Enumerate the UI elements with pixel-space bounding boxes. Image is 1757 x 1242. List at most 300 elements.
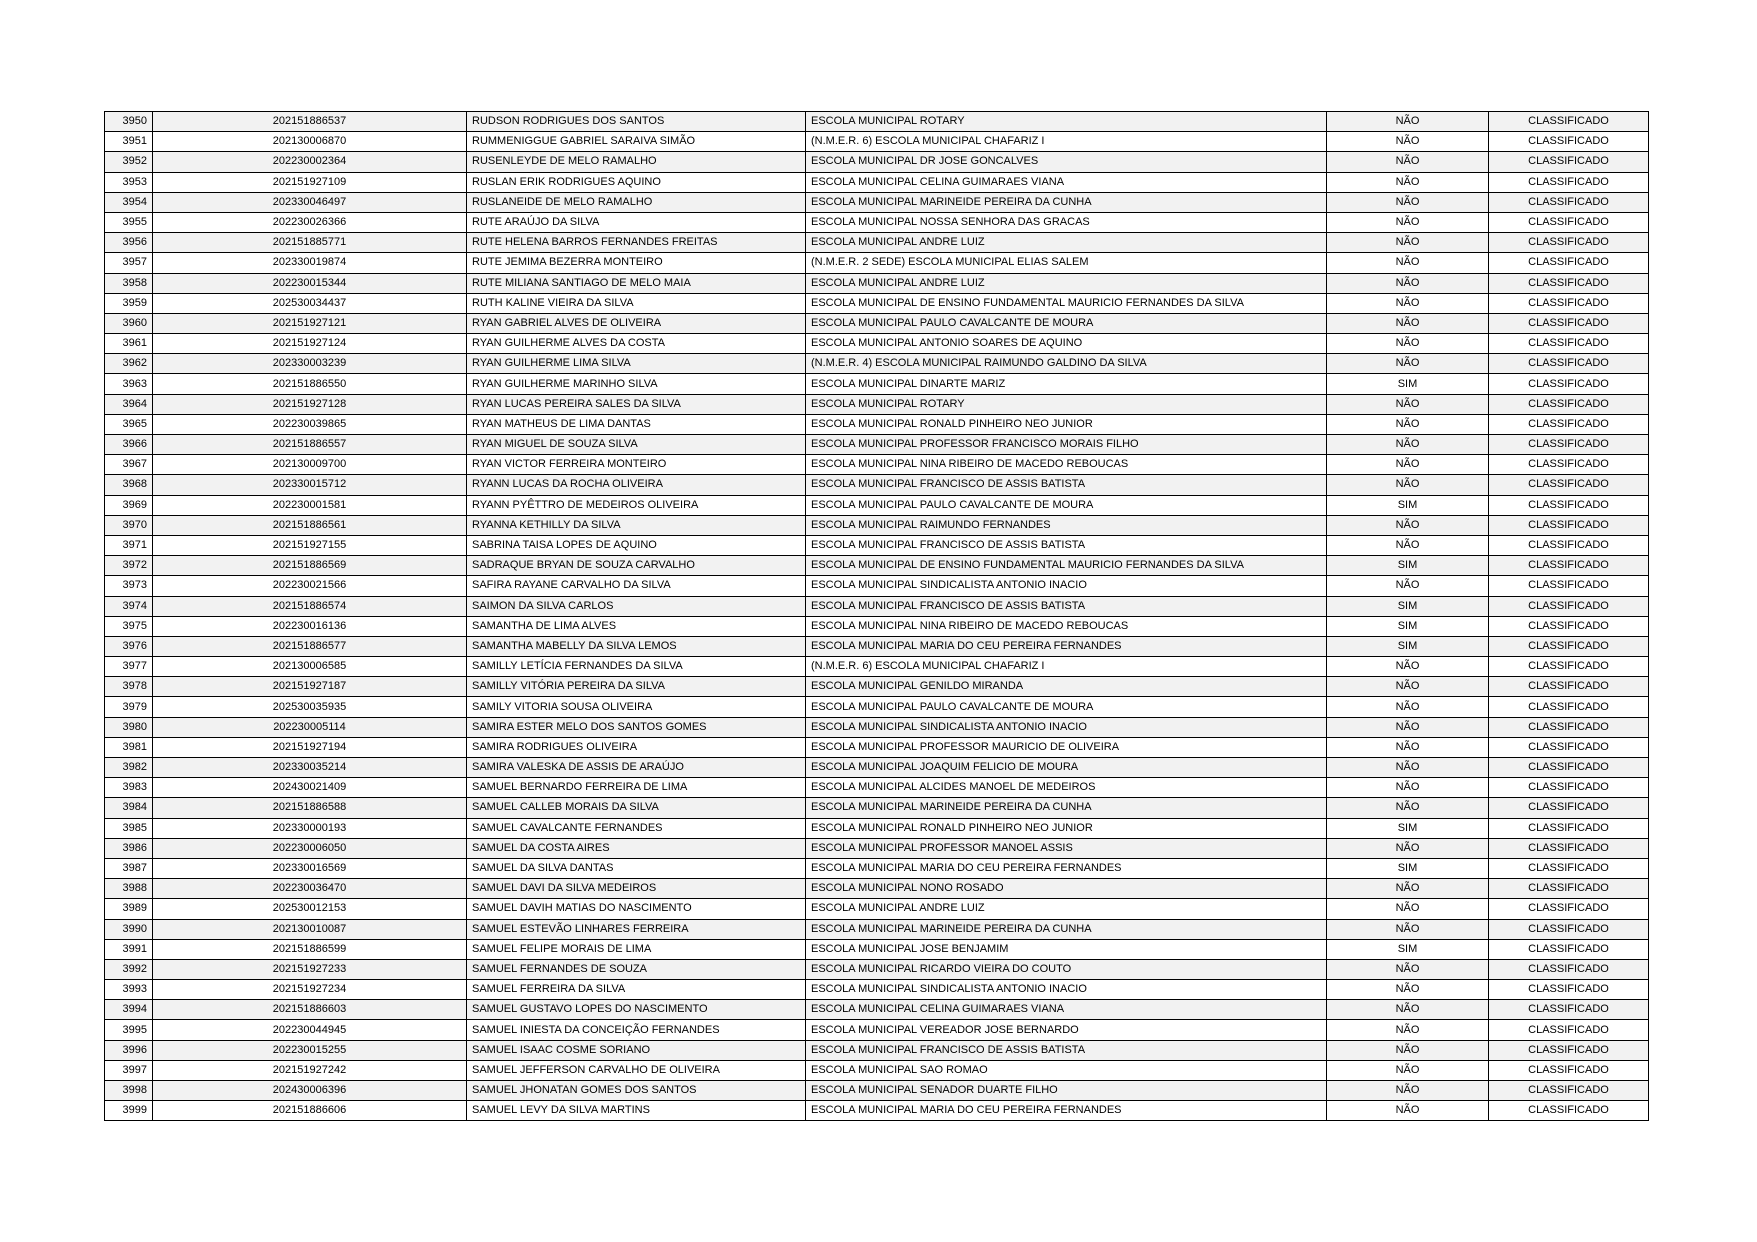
cell-row-number: 3980 — [105, 717, 153, 737]
cell-school: ESCOLA MUNICIPAL RAIMUNDO FERNANDES — [806, 515, 1327, 535]
table-row — [105, 576, 1649, 596]
table-row — [105, 737, 1649, 757]
cell-status: CLASSIFICADO — [1489, 374, 1649, 394]
cell-school: ESCOLA MUNICIPAL JOAQUIM FELICIO DE MOURA — [806, 758, 1327, 778]
cell-inscription-id: 202151886569 — [153, 556, 467, 576]
cell-sim-nao: NÃO — [1327, 1040, 1489, 1060]
cell-name: RUTH KALINE VIEIRA DA SILVA — [467, 293, 806, 313]
cell-school: ESCOLA MUNICIPAL NONO ROSADO — [806, 879, 1327, 899]
cell-inscription-id: 202230021566 — [153, 576, 467, 596]
cell-row-number: 3961 — [105, 334, 153, 354]
cell-inscription-id: 202151927128 — [153, 394, 467, 414]
cell-inscription-id: 202151927155 — [153, 535, 467, 555]
cell-school: ESCOLA MUNICIPAL ANDRE LUIZ — [806, 899, 1327, 919]
table-row — [105, 858, 1649, 878]
cell-school: ESCOLA MUNICIPAL FRANCISCO DE ASSIS BATISTA — [806, 535, 1327, 555]
cell-inscription-id: 202230001581 — [153, 495, 467, 515]
cell-sim-nao: NÃO — [1327, 1020, 1489, 1040]
cell-inscription-id: 202151927121 — [153, 313, 467, 333]
cell-name: RYAN GUILHERME LIMA SILVA — [467, 354, 806, 374]
cell-name: SAMUEL GUSTAVO LOPES DO NASCIMENTO — [467, 1000, 806, 1020]
cell-inscription-id: 202330035214 — [153, 758, 467, 778]
cell-status: CLASSIFICADO — [1489, 879, 1649, 899]
table-row — [105, 636, 1649, 656]
cell-sim-nao: NÃO — [1327, 435, 1489, 455]
cell-inscription-id: 202230006050 — [153, 838, 467, 858]
cell-status: CLASSIFICADO — [1489, 172, 1649, 192]
table-row — [105, 515, 1649, 535]
cell-name: SADRAQUE BRYAN DE SOUZA CARVALHO — [467, 556, 806, 576]
cell-school: ESCOLA MUNICIPAL PAULO CAVALCANTE DE MOURA — [806, 495, 1327, 515]
cell-row-number: 3993 — [105, 980, 153, 1000]
cell-status: CLASSIFICADO — [1489, 677, 1649, 697]
cell-school: ESCOLA MUNICIPAL CELINA GUIMARAES VIANA — [806, 1000, 1327, 1020]
cell-school: ESCOLA MUNICIPAL RONALD PINHEIRO NEO JUNIOR — [806, 414, 1327, 434]
cell-status: CLASSIFICADO — [1489, 919, 1649, 939]
cell-name: SAMUEL CALLEB MORAIS DA SILVA — [467, 798, 806, 818]
cell-inscription-id: 202151886550 — [153, 374, 467, 394]
table-row — [105, 798, 1649, 818]
table-row — [105, 879, 1649, 899]
cell-inscription-id: 202151886561 — [153, 515, 467, 535]
cell-name: RUTE JEMIMA BEZERRA MONTEIRO — [467, 253, 806, 273]
table-row — [105, 758, 1649, 778]
cell-row-number: 3999 — [105, 1101, 153, 1121]
cell-status: CLASSIFICADO — [1489, 354, 1649, 374]
cell-inscription-id: 202330003239 — [153, 354, 467, 374]
cell-sim-nao: NÃO — [1327, 1101, 1489, 1121]
cell-name: SAMUEL DA SILVA DANTAS — [467, 858, 806, 878]
cell-school: (N.M.E.R. 6) ESCOLA MUNICIPAL CHAFARIZ I — [806, 657, 1327, 677]
cell-sim-nao: NÃO — [1327, 1060, 1489, 1080]
cell-sim-nao: NÃO — [1327, 354, 1489, 374]
cell-inscription-id: 202130009700 — [153, 455, 467, 475]
cell-row-number: 3959 — [105, 293, 153, 313]
cell-name: SAMUEL JHONATAN GOMES DOS SANTOS — [467, 1081, 806, 1101]
table-row — [105, 334, 1649, 354]
cell-status: CLASSIFICADO — [1489, 939, 1649, 959]
cell-status: CLASSIFICADO — [1489, 758, 1649, 778]
cell-name: SAMUEL INIESTA DA CONCEIÇÃO FERNANDES — [467, 1020, 806, 1040]
cell-sim-nao: NÃO — [1327, 192, 1489, 212]
cell-row-number: 3962 — [105, 354, 153, 374]
cell-name: SAMIRA VALESKA DE ASSIS DE ARAÚJO — [467, 758, 806, 778]
cell-name: RUTE HELENA BARROS FERNANDES FREITAS — [467, 233, 806, 253]
cell-status: CLASSIFICADO — [1489, 414, 1649, 434]
cell-school: ESCOLA MUNICIPAL MARIA DO CEU PEREIRA FERNANDES — [806, 858, 1327, 878]
cell-name: SAMUEL BERNARDO FERREIRA DE LIMA — [467, 778, 806, 798]
cell-status: CLASSIFICADO — [1489, 636, 1649, 656]
cell-inscription-id: 202151886599 — [153, 939, 467, 959]
cell-name: SAMILLY LETÍCIA FERNANDES DA SILVA — [467, 657, 806, 677]
cell-sim-nao: NÃO — [1327, 778, 1489, 798]
table-row — [105, 717, 1649, 737]
cell-status: CLASSIFICADO — [1489, 697, 1649, 717]
table-row — [105, 778, 1649, 798]
cell-name: RYAN GUILHERME MARINHO SILVA — [467, 374, 806, 394]
cell-school: ESCOLA MUNICIPAL PAULO CAVALCANTE DE MOURA — [806, 313, 1327, 333]
cell-school: ESCOLA MUNICIPAL CELINA GUIMARAES VIANA — [806, 172, 1327, 192]
cell-status: CLASSIFICADO — [1489, 273, 1649, 293]
cell-school: ESCOLA MUNICIPAL ROTARY — [806, 394, 1327, 414]
cell-school: ESCOLA MUNICIPAL PAULO CAVALCANTE DE MOURA — [806, 697, 1327, 717]
cell-status: CLASSIFICADO — [1489, 576, 1649, 596]
cell-status: CLASSIFICADO — [1489, 616, 1649, 636]
table-row — [105, 414, 1649, 434]
cell-row-number: 3986 — [105, 838, 153, 858]
cell-row-number: 3975 — [105, 616, 153, 636]
table-row — [105, 374, 1649, 394]
cell-row-number: 3996 — [105, 1040, 153, 1060]
cell-status: CLASSIFICADO — [1489, 818, 1649, 838]
cell-school: ESCOLA MUNICIPAL RICARDO VIEIRA DO COUTO — [806, 959, 1327, 979]
cell-row-number: 3971 — [105, 535, 153, 555]
cell-status: CLASSIFICADO — [1489, 1101, 1649, 1121]
cell-sim-nao: NÃO — [1327, 535, 1489, 555]
table-row — [105, 394, 1649, 414]
cell-sim-nao: NÃO — [1327, 455, 1489, 475]
cell-sim-nao: NÃO — [1327, 334, 1489, 354]
cell-row-number: 3960 — [105, 313, 153, 333]
cell-school: (N.M.E.R. 6) ESCOLA MUNICIPAL CHAFARIZ I — [806, 132, 1327, 152]
cell-name: RYAN GABRIEL ALVES DE OLIVEIRA — [467, 313, 806, 333]
cell-row-number: 3964 — [105, 394, 153, 414]
cell-inscription-id: 202151927124 — [153, 334, 467, 354]
table-row — [105, 919, 1649, 939]
cell-name: SAMUEL FERNANDES DE SOUZA — [467, 959, 806, 979]
cell-row-number: 3974 — [105, 596, 153, 616]
cell-status: CLASSIFICADO — [1489, 475, 1649, 495]
cell-name: SAMUEL DAVIH MATIAS DO NASCIMENTO — [467, 899, 806, 919]
table-row — [105, 112, 1649, 132]
cell-status: CLASSIFICADO — [1489, 596, 1649, 616]
cell-status: CLASSIFICADO — [1489, 838, 1649, 858]
cell-row-number: 3968 — [105, 475, 153, 495]
cell-inscription-id: 202151927242 — [153, 1060, 467, 1080]
cell-school: ESCOLA MUNICIPAL NINA RIBEIRO DE MACEDO REBOUCAS — [806, 455, 1327, 475]
cell-inscription-id: 202151886557 — [153, 435, 467, 455]
cell-name: RUSLAN ERIK RODRIGUES AQUINO — [467, 172, 806, 192]
cell-sim-nao: NÃO — [1327, 1081, 1489, 1101]
cell-status: CLASSIFICADO — [1489, 253, 1649, 273]
table-row — [105, 535, 1649, 555]
cell-status: CLASSIFICADO — [1489, 556, 1649, 576]
cell-name: RYAN LUCAS PEREIRA SALES DA SILVA — [467, 394, 806, 414]
cell-row-number: 3992 — [105, 959, 153, 979]
cell-name: SAMUEL DA COSTA AIRES — [467, 838, 806, 858]
cell-school: ESCOLA MUNICIPAL SENADOR DUARTE FILHO — [806, 1081, 1327, 1101]
table-row — [105, 939, 1649, 959]
table-row — [105, 212, 1649, 232]
cell-row-number: 3966 — [105, 435, 153, 455]
cell-inscription-id: 202130006870 — [153, 132, 467, 152]
cell-inscription-id: 202151927187 — [153, 677, 467, 697]
cell-status: CLASSIFICADO — [1489, 233, 1649, 253]
cell-row-number: 3957 — [105, 253, 153, 273]
cell-school: ESCOLA MUNICIPAL PROFESSOR MAURICIO DE OLIVEIRA — [806, 737, 1327, 757]
table-row — [105, 1000, 1649, 1020]
cell-inscription-id: 202230002364 — [153, 152, 467, 172]
cell-sim-nao: NÃO — [1327, 677, 1489, 697]
cell-name: SAMUEL JEFFERSON CARVALHO DE OLIVEIRA — [467, 1060, 806, 1080]
cell-row-number: 3979 — [105, 697, 153, 717]
table-row — [105, 172, 1649, 192]
table-row — [105, 495, 1649, 515]
table-row — [105, 1081, 1649, 1101]
cell-school: ESCOLA MUNICIPAL PROFESSOR MANOEL ASSIS — [806, 838, 1327, 858]
table-row — [105, 273, 1649, 293]
table-row — [105, 132, 1649, 152]
cell-row-number: 3990 — [105, 919, 153, 939]
cell-row-number: 3977 — [105, 657, 153, 677]
cell-sim-nao: NÃO — [1327, 212, 1489, 232]
cell-inscription-id: 202151886603 — [153, 1000, 467, 1020]
cell-row-number: 3969 — [105, 495, 153, 515]
cell-school: ESCOLA MUNICIPAL SINDICALISTA ANTONIO INACIO — [806, 980, 1327, 1000]
table-row — [105, 596, 1649, 616]
cell-row-number: 3965 — [105, 414, 153, 434]
cell-sim-nao: NÃO — [1327, 576, 1489, 596]
table-row — [105, 475, 1649, 495]
cell-row-number: 3950 — [105, 112, 153, 132]
table-row — [105, 980, 1649, 1000]
cell-school: ESCOLA MUNICIPAL FRANCISCO DE ASSIS BATISTA — [806, 1040, 1327, 1060]
table-row — [105, 192, 1649, 212]
cell-sim-nao: NÃO — [1327, 293, 1489, 313]
cell-status: CLASSIFICADO — [1489, 737, 1649, 757]
cell-inscription-id: 202151927233 — [153, 959, 467, 979]
cell-inscription-id: 202130006585 — [153, 657, 467, 677]
table-row — [105, 435, 1649, 455]
cell-name: SAMILY VITORIA SOUSA OLIVEIRA — [467, 697, 806, 717]
cell-sim-nao: NÃO — [1327, 152, 1489, 172]
cell-sim-nao: NÃO — [1327, 172, 1489, 192]
cell-sim-nao: NÃO — [1327, 112, 1489, 132]
cell-row-number: 3994 — [105, 1000, 153, 1020]
cell-row-number: 3984 — [105, 798, 153, 818]
cell-row-number: 3988 — [105, 879, 153, 899]
cell-status: CLASSIFICADO — [1489, 192, 1649, 212]
cell-inscription-id: 202151927234 — [153, 980, 467, 1000]
cell-inscription-id: 202230026366 — [153, 212, 467, 232]
table-row — [105, 838, 1649, 858]
table-row — [105, 1060, 1649, 1080]
cell-row-number: 3973 — [105, 576, 153, 596]
cell-inscription-id: 202151885771 — [153, 233, 467, 253]
table-row — [105, 556, 1649, 576]
cell-sim-nao: NÃO — [1327, 758, 1489, 778]
cell-row-number: 3967 — [105, 455, 153, 475]
cell-name: SAMUEL FELIPE MORAIS DE LIMA — [467, 939, 806, 959]
cell-status: CLASSIFICADO — [1489, 334, 1649, 354]
cell-school: ESCOLA MUNICIPAL ANDRE LUIZ — [806, 233, 1327, 253]
cell-name: RUSENLEYDE DE MELO RAMALHO — [467, 152, 806, 172]
cell-row-number: 3956 — [105, 233, 153, 253]
cell-sim-nao: NÃO — [1327, 657, 1489, 677]
cell-name: SAMUEL CAVALCANTE FERNANDES — [467, 818, 806, 838]
cell-inscription-id: 202330015712 — [153, 475, 467, 495]
cell-name: RUTE MILIANA SANTIAGO DE MELO MAIA — [467, 273, 806, 293]
cell-inscription-id: 202330000193 — [153, 818, 467, 838]
cell-name: SAMUEL LEVY DA SILVA MARTINS — [467, 1101, 806, 1121]
cell-school: ESCOLA MUNICIPAL ANTONIO SOARES DE AQUINO — [806, 334, 1327, 354]
cell-sim-nao: SIM — [1327, 495, 1489, 515]
cell-school: ESCOLA MUNICIPAL RONALD PINHEIRO NEO JUNIOR — [806, 818, 1327, 838]
classification-table — [104, 111, 1649, 1121]
cell-status: CLASSIFICADO — [1489, 495, 1649, 515]
cell-row-number: 3989 — [105, 899, 153, 919]
cell-school: ESCOLA MUNICIPAL NOSSA SENHORA DAS GRACAS — [806, 212, 1327, 232]
cell-row-number: 3970 — [105, 515, 153, 535]
cell-sim-nao: NÃO — [1327, 233, 1489, 253]
cell-name: RYANN LUCAS DA ROCHA OLIVEIRA — [467, 475, 806, 495]
cell-sim-nao: NÃO — [1327, 919, 1489, 939]
cell-inscription-id: 202151886577 — [153, 636, 467, 656]
cell-status: CLASSIFICADO — [1489, 778, 1649, 798]
table-row — [105, 899, 1649, 919]
cell-school: ESCOLA MUNICIPAL MARINEIDE PEREIRA DA CUNHA — [806, 192, 1327, 212]
cell-status: CLASSIFICADO — [1489, 212, 1649, 232]
cell-inscription-id: 202230036470 — [153, 879, 467, 899]
table-row — [105, 818, 1649, 838]
table-row — [105, 313, 1649, 333]
cell-row-number: 3981 — [105, 737, 153, 757]
cell-inscription-id: 202151927194 — [153, 737, 467, 757]
cell-sim-nao: SIM — [1327, 636, 1489, 656]
cell-name: SAMANTHA MABELLY DA SILVA LEMOS — [467, 636, 806, 656]
cell-inscription-id: 202230005114 — [153, 717, 467, 737]
cell-name: RUSLANEIDE DE MELO RAMALHO — [467, 192, 806, 212]
cell-name: SAFIRA RAYANE CARVALHO DA SILVA — [467, 576, 806, 596]
cell-sim-nao: NÃO — [1327, 697, 1489, 717]
cell-status: CLASSIFICADO — [1489, 293, 1649, 313]
cell-school: ESCOLA MUNICIPAL GENILDO MIRANDA — [806, 677, 1327, 697]
cell-status: CLASSIFICADO — [1489, 959, 1649, 979]
cell-name: SAMUEL ISAAC COSME SORIANO — [467, 1040, 806, 1060]
cell-sim-nao: NÃO — [1327, 313, 1489, 333]
cell-name: RYANN PYÊTTRO DE MEDEIROS OLIVEIRA — [467, 495, 806, 515]
cell-status: CLASSIFICADO — [1489, 132, 1649, 152]
cell-school: ESCOLA MUNICIPAL DINARTE MARIZ — [806, 374, 1327, 394]
cell-sim-nao: SIM — [1327, 939, 1489, 959]
cell-inscription-id: 202330046497 — [153, 192, 467, 212]
cell-sim-nao: NÃO — [1327, 959, 1489, 979]
cell-row-number: 3982 — [105, 758, 153, 778]
cell-sim-nao: SIM — [1327, 616, 1489, 636]
table-row — [105, 677, 1649, 697]
cell-status: CLASSIFICADO — [1489, 798, 1649, 818]
cell-inscription-id: 202230015344 — [153, 273, 467, 293]
cell-inscription-id: 202151886574 — [153, 596, 467, 616]
cell-status: CLASSIFICADO — [1489, 435, 1649, 455]
cell-sim-nao: NÃO — [1327, 899, 1489, 919]
cell-row-number: 3998 — [105, 1081, 153, 1101]
cell-row-number: 3951 — [105, 132, 153, 152]
cell-inscription-id: 202330016569 — [153, 858, 467, 878]
cell-status: CLASSIFICADO — [1489, 1060, 1649, 1080]
cell-name: RYAN MIGUEL DE SOUZA SILVA — [467, 435, 806, 455]
cell-school: ESCOLA MUNICIPAL DR JOSE GONCALVES — [806, 152, 1327, 172]
cell-status: CLASSIFICADO — [1489, 112, 1649, 132]
cell-sim-nao: SIM — [1327, 374, 1489, 394]
classification-table-body — [105, 112, 1649, 1121]
cell-school: ESCOLA MUNICIPAL MARINEIDE PEREIRA DA CUNHA — [806, 798, 1327, 818]
cell-inscription-id: 202430021409 — [153, 778, 467, 798]
cell-status: CLASSIFICADO — [1489, 455, 1649, 475]
table-row — [105, 354, 1649, 374]
cell-row-number: 3954 — [105, 192, 153, 212]
cell-row-number: 3995 — [105, 1020, 153, 1040]
cell-row-number: 3955 — [105, 212, 153, 232]
cell-row-number: 3952 — [105, 152, 153, 172]
cell-school: ESCOLA MUNICIPAL FRANCISCO DE ASSIS BATISTA — [806, 596, 1327, 616]
cell-status: CLASSIFICADO — [1489, 657, 1649, 677]
cell-row-number: 3978 — [105, 677, 153, 697]
table-row — [105, 616, 1649, 636]
cell-name: RYANNA KETHILLY DA SILVA — [467, 515, 806, 535]
cell-status: CLASSIFICADO — [1489, 717, 1649, 737]
cell-row-number: 3987 — [105, 858, 153, 878]
cell-name: SAMUEL ESTEVÃO LINHARES FERREIRA — [467, 919, 806, 939]
cell-inscription-id: 202530012153 — [153, 899, 467, 919]
cell-school: ESCOLA MUNICIPAL MARIA DO CEU PEREIRA FERNANDES — [806, 636, 1327, 656]
cell-sim-nao: NÃO — [1327, 838, 1489, 858]
cell-name: SAIMON DA SILVA CARLOS — [467, 596, 806, 616]
cell-sim-nao: NÃO — [1327, 1000, 1489, 1020]
cell-sim-nao: NÃO — [1327, 980, 1489, 1000]
cell-name: RYAN VICTOR FERREIRA MONTEIRO — [467, 455, 806, 475]
cell-sim-nao: NÃO — [1327, 475, 1489, 495]
cell-sim-nao: NÃO — [1327, 273, 1489, 293]
cell-row-number: 3958 — [105, 273, 153, 293]
cell-school: ESCOLA MUNICIPAL JOSE BENJAMIM — [806, 939, 1327, 959]
cell-row-number: 3985 — [105, 818, 153, 838]
table-row — [105, 253, 1649, 273]
cell-school: ESCOLA MUNICIPAL NINA RIBEIRO DE MACEDO REBOUCAS — [806, 616, 1327, 636]
table-row — [105, 697, 1649, 717]
cell-sim-nao: NÃO — [1327, 798, 1489, 818]
table-row — [105, 293, 1649, 313]
cell-status: CLASSIFICADO — [1489, 980, 1649, 1000]
cell-school: ESCOLA MUNICIPAL SAO ROMAO — [806, 1060, 1327, 1080]
cell-school: ESCOLA MUNICIPAL ALCIDES MANOEL DE MEDEIROS — [806, 778, 1327, 798]
cell-sim-nao: NÃO — [1327, 515, 1489, 535]
cell-sim-nao: NÃO — [1327, 132, 1489, 152]
cell-status: CLASSIFICADO — [1489, 899, 1649, 919]
cell-sim-nao: NÃO — [1327, 879, 1489, 899]
cell-school: ESCOLA MUNICIPAL DE ENSINO FUNDAMENTAL MAURICIO FERNANDES DA SILVA — [806, 293, 1327, 313]
cell-row-number: 3953 — [105, 172, 153, 192]
cell-row-number: 3991 — [105, 939, 153, 959]
cell-sim-nao: NÃO — [1327, 717, 1489, 737]
cell-school: ESCOLA MUNICIPAL DE ENSINO FUNDAMENTAL MAURICIO FERNANDES DA SILVA — [806, 556, 1327, 576]
cell-row-number: 3983 — [105, 778, 153, 798]
cell-status: CLASSIFICADO — [1489, 535, 1649, 555]
cell-sim-nao: NÃO — [1327, 394, 1489, 414]
table-row — [105, 1020, 1649, 1040]
cell-inscription-id: 202151886588 — [153, 798, 467, 818]
cell-row-number: 3972 — [105, 556, 153, 576]
cell-sim-nao: NÃO — [1327, 253, 1489, 273]
table-row — [105, 657, 1649, 677]
cell-sim-nao: SIM — [1327, 858, 1489, 878]
cell-inscription-id: 202230016136 — [153, 616, 467, 636]
cell-status: CLASSIFICADO — [1489, 313, 1649, 333]
cell-inscription-id: 202230015255 — [153, 1040, 467, 1060]
table-row — [105, 1101, 1649, 1121]
cell-name: SAMUEL FERREIRA DA SILVA — [467, 980, 806, 1000]
cell-school: ESCOLA MUNICIPAL MARINEIDE PEREIRA DA CUNHA — [806, 919, 1327, 939]
